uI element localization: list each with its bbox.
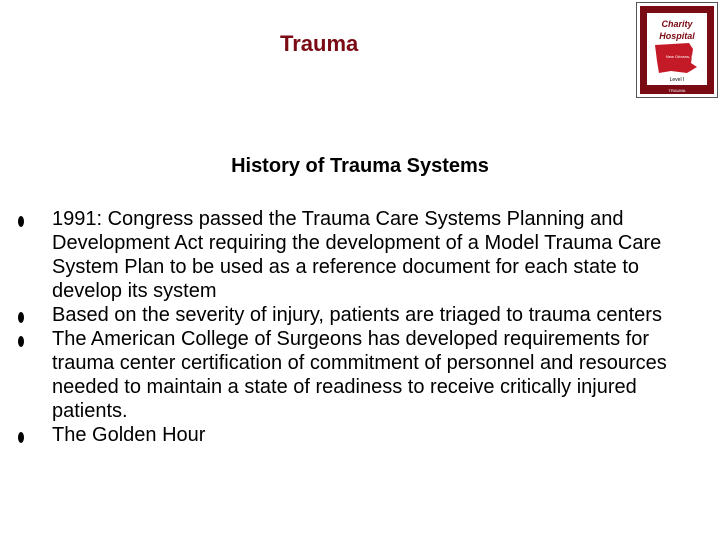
slide-subtitle: History of Trauma Systems bbox=[231, 155, 489, 177]
logo-line2: Hospital bbox=[659, 31, 695, 41]
logo-line1: Charity bbox=[661, 19, 693, 29]
bullet-text: Based on the severity of injury, patients are triaged to trauma centers bbox=[52, 304, 662, 326]
slide-title: Trauma bbox=[280, 31, 359, 56]
bullet-text: 1991: Congress passed the Trauma Care Systems Planning and Development Act requiring the development of a Model Trauma Care System Plan to be used as a reference document for each state to develop its system bbox=[52, 208, 662, 302]
bullet-item bbox=[18, 207, 708, 303]
logo-state-text: New Orleans, LA bbox=[665, 54, 697, 59]
logo-bottom-text: TRAUMA bbox=[668, 88, 686, 93]
bullet-list bbox=[18, 207, 708, 447]
charity-hospital-logo bbox=[636, 2, 718, 98]
bullet-dot-icon bbox=[18, 336, 24, 347]
bullet-text: The American College of Surgeons has developed requirements for trauma center certification of commitment of personnel and resources needed to maintain a state of readiness to receive critically injured patients. bbox=[52, 328, 667, 422]
bullet-dot-icon bbox=[18, 216, 24, 227]
bullet-item bbox=[18, 303, 708, 327]
logo-level: Level I bbox=[669, 77, 685, 83]
bullet-item bbox=[18, 423, 708, 447]
bullet-dot-icon bbox=[18, 312, 24, 323]
bullet-text: The Golden Hour bbox=[52, 424, 206, 446]
bullet-dot-icon bbox=[18, 432, 24, 443]
bullet-item bbox=[18, 327, 708, 423]
